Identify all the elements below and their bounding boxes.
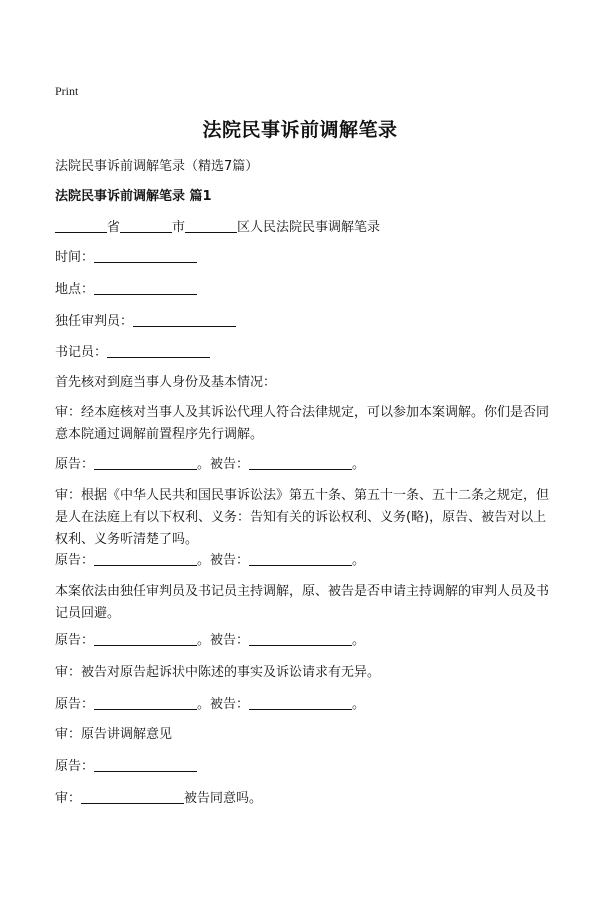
question-4: 审：被告对原告起诉状中陈述的事实及诉讼请求有无异。 bbox=[55, 665, 381, 680]
plaintiff-label: 原告： bbox=[55, 697, 95, 712]
question-3: 本案依法由独任审判员及书记员主持调解，原、被告是否申请主持调解的审判人员及书记员回避。 bbox=[55, 584, 550, 621]
question-6 bbox=[55, 790, 262, 807]
defendant-label: 。被告： bbox=[197, 457, 250, 472]
time-blank bbox=[94, 250, 197, 263]
city-label: 市 bbox=[172, 220, 186, 235]
plaintiff-label: 原告： bbox=[55, 759, 95, 774]
defendant-blank bbox=[249, 553, 352, 566]
question-2: 审：根据《中华人民共和国民事诉讼法》第五十条、第五十一条、五十二条之规定，但是人在法庭上有以下权利、义务：告知有关的诉讼权利、义务(略)，原告、被告对以上权利、义务听清楚了吗。 bbox=[55, 488, 550, 547]
time-label: 时间： bbox=[55, 250, 95, 265]
judge-field bbox=[55, 313, 236, 330]
defendant-blank bbox=[249, 697, 352, 710]
document-title: 法院民事诉前调解笔录 bbox=[202, 119, 398, 141]
section-title: 法院民事诉前调解笔录 篇1 bbox=[55, 189, 212, 204]
district-blank bbox=[185, 220, 237, 233]
q6-blank bbox=[81, 791, 184, 804]
row-end: 。 bbox=[352, 697, 366, 712]
q6-suffix: 被告同意吗。 bbox=[184, 791, 263, 806]
place-label: 地点： bbox=[55, 282, 95, 297]
row-end: 。 bbox=[352, 553, 366, 568]
judge-label: 独任审判员： bbox=[55, 314, 134, 329]
time-field bbox=[55, 249, 197, 266]
district-label: 区人民法院民事调解笔录 bbox=[237, 220, 381, 235]
question-5: 审：原告讲调解意见 bbox=[55, 727, 173, 742]
clerk-blank bbox=[107, 345, 210, 358]
defendant-label: 。被告： bbox=[197, 697, 250, 712]
response-row-2 bbox=[55, 552, 365, 569]
document-subtitle: 法院民事诉前调解笔录（精选7篇） bbox=[55, 159, 259, 174]
plaintiff-blank bbox=[94, 697, 197, 710]
response-row-1 bbox=[55, 456, 365, 473]
response-row-5 bbox=[55, 758, 197, 775]
defendant-blank bbox=[249, 633, 352, 646]
plaintiff-blank bbox=[94, 553, 197, 566]
plaintiff-blank bbox=[94, 759, 197, 772]
q6-prefix: 审： bbox=[55, 791, 82, 806]
verify-line: 首先核对到庭当事人身份及基本情况： bbox=[55, 375, 277, 390]
province-label: 省 bbox=[107, 220, 121, 235]
city-blank bbox=[120, 220, 172, 233]
province-blank bbox=[55, 220, 107, 233]
plaintiff-blank bbox=[94, 457, 197, 470]
response-row-4 bbox=[55, 696, 365, 713]
plaintiff-blank bbox=[94, 633, 197, 646]
clerk-field bbox=[55, 344, 210, 361]
defendant-label: 。被告： bbox=[197, 553, 250, 568]
plaintiff-label: 原告： bbox=[55, 457, 95, 472]
court-heading-line bbox=[55, 219, 380, 236]
row-end: 。 bbox=[352, 633, 366, 648]
place-field bbox=[55, 281, 197, 298]
print-link[interactable]: Print bbox=[55, 84, 79, 98]
question-1: 审：经本庭核对当事人及其诉讼代理人符合法律规定，可以参加本案调解。你们是否同意本院通过调解前置程序先行调解。 bbox=[55, 405, 550, 442]
defendant-label: 。被告： bbox=[197, 633, 250, 648]
response-row-3 bbox=[55, 632, 365, 649]
judge-blank bbox=[133, 314, 236, 327]
plaintiff-label: 原告： bbox=[55, 553, 95, 568]
defendant-blank bbox=[249, 457, 352, 470]
place-blank bbox=[94, 282, 197, 295]
plaintiff-label: 原告： bbox=[55, 633, 95, 648]
clerk-label: 书记员： bbox=[55, 345, 108, 360]
row-end: 。 bbox=[352, 457, 366, 472]
